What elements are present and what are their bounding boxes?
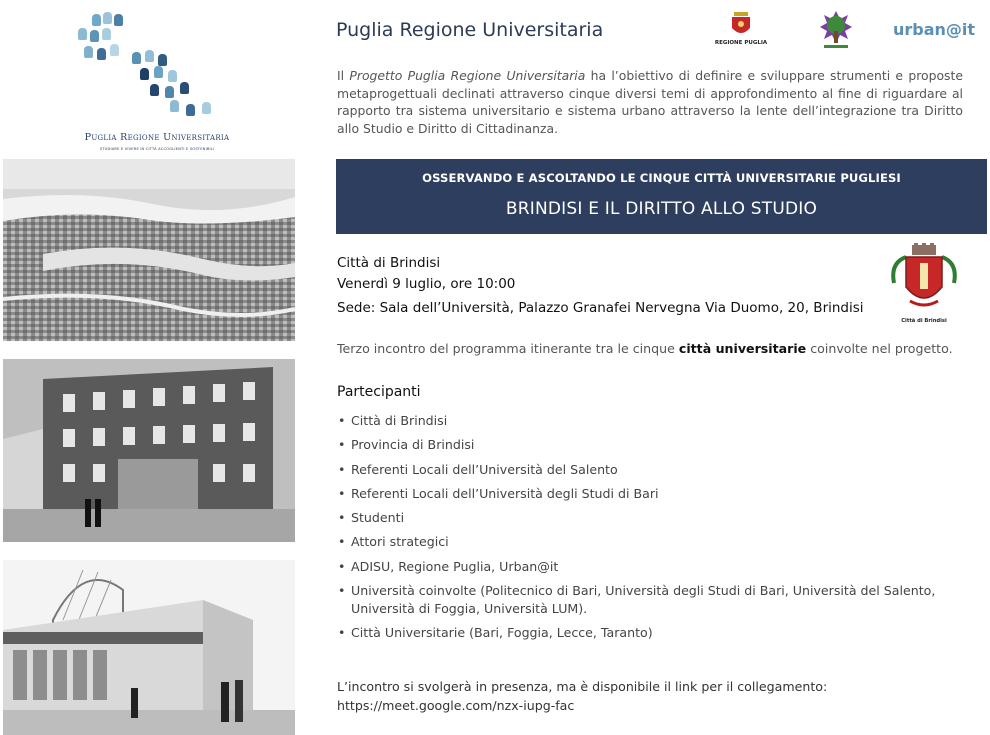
regione-crest-icon: [714, 10, 768, 40]
regione-puglia-logo: [714, 10, 768, 52]
intro-paragraph: [337, 67, 963, 137]
note-prefix: Terzo incontro del programma itinerante tra le cinque: [337, 341, 679, 356]
city-crest-icon: [886, 243, 962, 317]
footer-text: L’incontro si svolgerà in presenza, ma è disponibile il link per il collegamento:: [337, 679, 828, 694]
modern-building-photo: [3, 560, 295, 735]
participants-list: [337, 412, 957, 648]
regione-label: REGIONE PUGLIA: [714, 40, 768, 46]
event-city: Città di Brindisi: [337, 255, 441, 271]
intro-prefix: Il: [337, 68, 350, 83]
footer: [337, 677, 827, 715]
crest-label: Città di Brindisi: [901, 318, 947, 324]
intro-project-name: Progetto Puglia Regione Universitaria: [349, 68, 586, 83]
logo-text: Puglia Regione Universitaria: [84, 132, 230, 143]
intro-body: ha l’obiettivo di definire e sviluppare strumenti e proposte metaprogettuali declinati attraverso cinque diversi temi di approfondimento al fine di riguardare al rapporto tra sistema universitario e sistema urbano attraverso la lente dell’integrazione tra Diritto allo Studio e Diritto di Cittadinanza.: [337, 68, 963, 136]
page-title: Puglia Regione Universitaria: [336, 19, 604, 41]
list-item: • Studenti: [337, 509, 957, 527]
adisu-logo: [818, 9, 854, 51]
event-venue: Sede: Sala dell’Università, Palazzo Granafei Nervegna Via Duomo, 20, Brindisi: [337, 300, 864, 316]
participants-heading: Partecipanti: [337, 384, 421, 400]
banner-title: BRINDISI E IL DIRITTO ALLO STUDIO: [505, 199, 818, 219]
list-item: • Città Universitarie (Bari, Foggia, Lecce, Taranto): [337, 624, 957, 642]
meeting-link[interactable]: https://meet.google.com/nzx-iupg-fac: [337, 698, 575, 713]
list-item: • Attori strategici: [337, 533, 957, 551]
list-item: • Referenti Locali dell’Università degli Studi di Bari: [337, 485, 957, 503]
list-item: • Università coinvolte (Politecnico di Bari, Università degli Studi di Bari, Università del Salento, Università di Foggia, Università LUM).: [337, 582, 957, 617]
city-aerial-photo: [3, 159, 295, 341]
banner-subtitle: OSSERVANDO E ASCOLTANDO LE CINQUE CITTÀ UNIVERSITARIE PUGLIESI: [422, 171, 901, 185]
list-item: • Città di Brindisi: [337, 412, 957, 430]
list-item: • ADISU, Regione Puglia, Urban@it: [337, 558, 957, 576]
university-building-photo: [3, 359, 295, 542]
urban-it-logo: urban@it: [893, 20, 976, 39]
logo-subtext: STUDIARE E VIVERE IN CITTÀ ACCOGLIENTI E SOSTENIBILI: [99, 147, 215, 151]
note-suffix: coinvolte nel progetto.: [806, 341, 953, 356]
project-logo: [70, 8, 230, 153]
event-date: Venerdì 9 luglio, ore 10:00: [337, 276, 516, 292]
event-banner: [336, 159, 987, 234]
event-note: [337, 341, 953, 356]
tree-icon: [818, 9, 854, 51]
list-item: • Referenti Locali dell’Università del Salento: [337, 461, 957, 479]
list-item: • Provincia di Brindisi: [337, 436, 957, 454]
note-bold: città universitarie: [678, 341, 807, 356]
brindisi-crest: [886, 243, 962, 327]
